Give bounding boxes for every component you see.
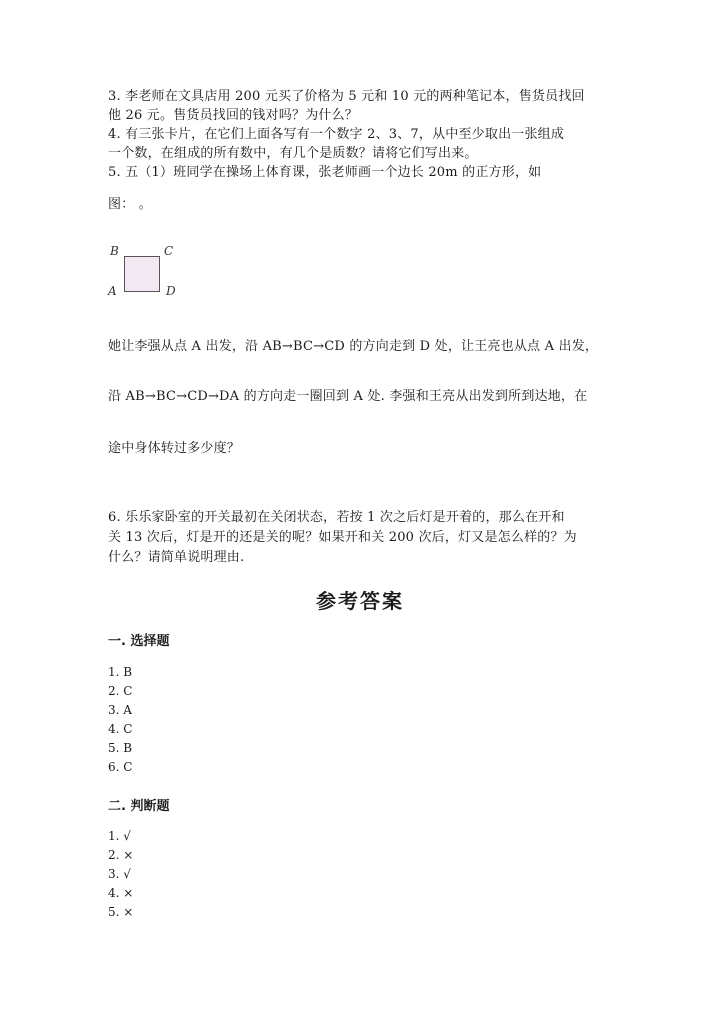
question-5-line-3: 她让李强从点 A 出发，沿 AB→BC→CD 的方向走到 D 处，让王亮也从点 A 出发，	[108, 339, 599, 354]
answer-item: 3. √	[108, 867, 131, 881]
question-5-line-4: 沿 AB→BC→CD→DA 的方向走一圈回到 A 处. 李强和王亮从出发到所到达地，在	[108, 389, 588, 404]
square-figure	[104, 242, 186, 300]
label-b: B	[110, 244, 119, 258]
question-3-line-2: 他 26 元。售货员找回的钱对吗？为什么？	[108, 108, 359, 123]
judge-answers	[108, 827, 133, 922]
label-a: A	[108, 284, 117, 298]
label-c: C	[164, 244, 174, 258]
answer-item: 3. A	[108, 703, 132, 717]
answer-item: 5. B	[108, 741, 133, 755]
label-d: D	[166, 284, 176, 298]
choice-answers	[108, 663, 132, 777]
answer-item: 1. √	[108, 829, 131, 843]
section-choice-heading: 一. 选择题	[108, 634, 170, 649]
question-5-line-5: 途中身体转过多少度？	[108, 441, 241, 456]
answer-item: 2. C	[108, 684, 133, 698]
answer-key-title: 参考答案	[316, 589, 404, 613]
question-5-line-2: 图： 。	[108, 197, 152, 212]
question-6-line-2: 关 13 次后，灯是开的还是关的呢？如果开和关 200 次后，灯又是怎么样的？为	[108, 530, 577, 545]
square-shape	[124, 256, 160, 292]
question-4-line-2: 一个数，在组成的所有数中，有几个是质数？请将它们写出来。	[108, 146, 478, 161]
question-6-line-1: 6. 乐乐家卧室的开关最初在关闭状态，若按 1 次之后灯是开着的，那么在开和	[108, 510, 565, 525]
question-4-line-1: 4. 有三张卡片，在它们上面各写有一个数字 2、3、7，从中至少取出一张组成	[108, 127, 565, 142]
answer-item: 4. ×	[108, 886, 134, 900]
section-judge-heading: 二. 判断题	[108, 799, 170, 814]
answer-item: 1. B	[108, 665, 133, 679]
answer-item: 5. ×	[108, 905, 134, 919]
question-3-line-1: 3. 李老师在文具店用 200 元买了价格为 5 元和 10 元的两种笔记本，售货员找回	[108, 89, 585, 104]
answer-item: 4. C	[108, 722, 133, 736]
question-6-line-3: 什么？请简单说明理由.	[108, 550, 245, 565]
answer-item: 6. C	[108, 760, 133, 774]
answer-item: 2. ×	[108, 848, 134, 862]
question-5-line-1: 5. 五（1）班同学在操场上体育课，张老师画一个边长 20m 的正方形，如	[108, 165, 542, 180]
